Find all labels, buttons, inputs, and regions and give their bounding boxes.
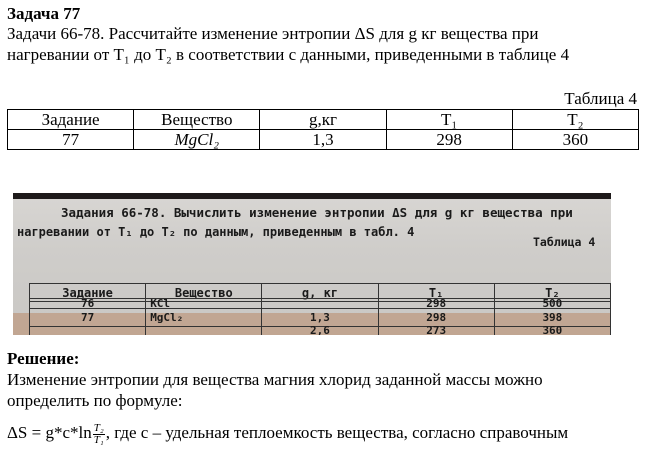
fraction-numerator: T₂ [93,421,104,434]
photo-cell [146,327,262,336]
header-cell: Вещество [134,110,260,130]
formula-start: ΔS = g*c*ln [7,423,92,442]
table-row [8,130,639,150]
photo-header-cell: g, кг [262,284,378,302]
temperature-fraction [93,423,105,446]
task-title: Задача 77 [7,4,81,23]
header-cell: g,кг [260,110,386,130]
photo-header-cell: T₁ [378,284,494,302]
photo-header-cell: Вещество [146,284,262,302]
task-text-line-2: нагревании от T₁ до T₂ в соответствии с данными, приведенными в таблице 4 [7,45,570,64]
photo-cell: MgCl₂ [146,309,262,327]
photo-cell: 76 [30,299,146,309]
table-cell: 77 [8,130,134,150]
photo-text-line-1: Задания 66-78. Вычислить изменение энтропии ΔS для g кг вещества при [61,205,573,220]
formula-end: , где c – удельная теплоемкость вещества, согласно справочным [105,423,569,442]
photo-header-cell: Задание [30,284,146,302]
photo-table-row [30,299,611,309]
header-cell: T₂ [512,110,638,130]
photo-table-body [29,298,611,335]
photo-cell: 77 [30,309,146,327]
photo-cell: 500 [494,299,610,309]
table-cell: MgCl₂ [134,130,260,150]
photo-cell: 298 [378,309,494,327]
task-text-line-1: Задачи 66-78. Рассчитайте изменение энтропии ΔS для g кг вещества при [7,24,539,43]
data-table [7,109,639,150]
photo-cell: 2,6 [262,327,378,336]
table-cell: 1,3 [260,130,386,150]
photo-cell: KCl [146,299,262,309]
textbook-photo [13,193,611,335]
formula-line [7,420,568,446]
solution-text-line-2: определить по формуле: [7,391,183,410]
photo-cell [30,327,146,336]
solution-text: Изменение энтропии для вещества магния хлорид заданной массы можно [7,370,543,389]
photo-cell [262,299,378,309]
fraction-denominator: T₁ [93,433,104,446]
table-cell: 360 [512,130,638,150]
photo-header-cell: T₂ [494,284,610,302]
table-caption: Таблица 4 [564,89,637,108]
photo-cell: 360 [494,327,610,336]
solution-text-line-1 [7,369,635,390]
header-cell: T₁ [386,110,512,130]
header-cell: Задание [8,110,134,130]
photo-cell: 273 [378,327,494,336]
solution-title: Решение: [7,349,80,368]
table-cell: 298 [386,130,512,150]
photo-cell: 1,3 [262,309,378,327]
photo-edge [13,193,611,199]
photo-text-line-2: нагревании от T₁ до T₂ по данным, приведенным в табл. 4 [17,225,415,239]
photo-cell: 298 [378,299,494,309]
photo-table-row [30,327,611,336]
photo-caption: Таблица 4 [533,235,596,249]
table-header-row [8,110,639,130]
photo-cell: 398 [494,309,610,327]
